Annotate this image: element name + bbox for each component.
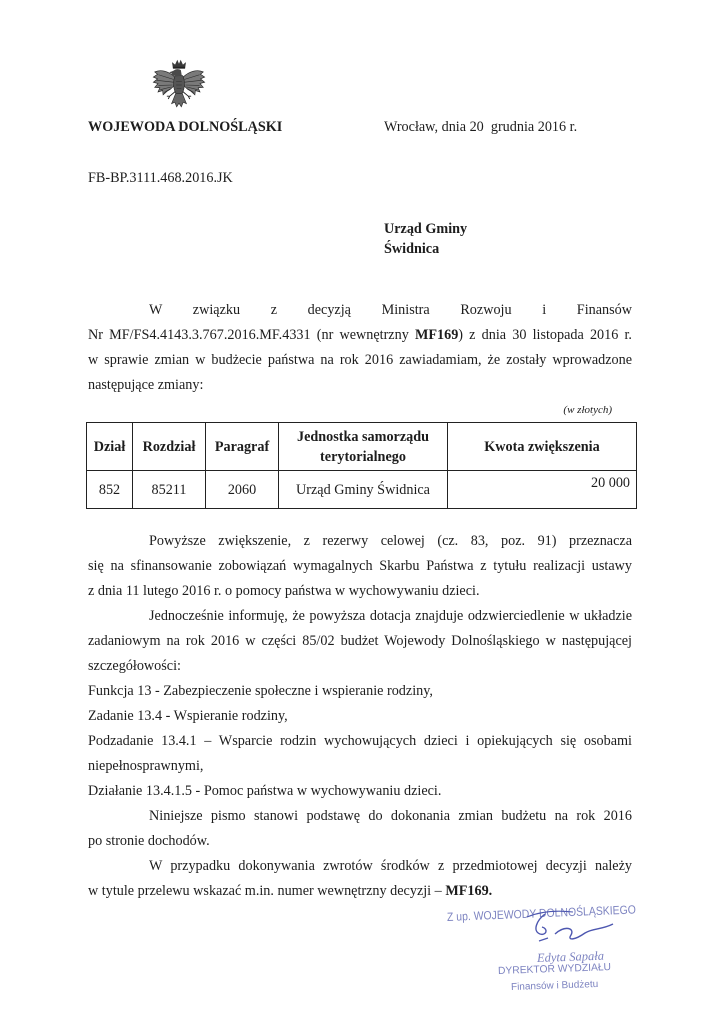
signatory-department: Finansów i Budżetu <box>510 978 599 993</box>
authorization-stamp: Z up. WOJEWODY DOLNOŚLĄSKIEGO <box>446 902 637 924</box>
classification-funkcja: Funkcja 13 - Zabezpieczenie społeczne i wspieranie rodziny, <box>88 683 433 699</box>
body-line: Jednocześnie informuję, że powyższa dotacja znajduje odzwierciedlenie w układzie <box>149 608 632 624</box>
table-cell-kwota: 20 000 <box>448 471 637 509</box>
intro-line: W związku z decyzją Ministra Rozwoju i Finansów <box>149 302 632 318</box>
refund-instruction-text: w tytule przelewu wskazać m.in. numer wewnętrzny decyzji – <box>88 883 446 899</box>
decision-date-text: ) z dnia 30 listopada 2016 r. <box>458 327 632 343</box>
budget-change-table <box>86 422 637 509</box>
table-header-dzial: Dział <box>87 423 133 471</box>
table-row <box>87 471 637 509</box>
issuing-authority: WOJEWODA DOLNOŚLĄSKI <box>88 119 283 135</box>
table-cell-jednostka: Urząd Gminy Świdnica <box>279 471 448 509</box>
classification-podzadanie: Podzadanie 13.4.1 – Wsparcie rodzin wychowujących dzieci i opiekujących się osobami <box>88 733 632 749</box>
table-header-paragraf: Paragraf <box>206 423 279 471</box>
table-header-kwota: Kwota zwiększenia <box>448 423 637 471</box>
place-date: Wrocław, dnia 20 grudnia 2016 r. <box>384 119 578 135</box>
intro-paragraph <box>88 298 632 398</box>
table-header-row <box>87 423 637 471</box>
body-line: W przypadku dokonywania zwrotów środków z przedmiotowej decyzji należy <box>149 858 632 874</box>
currency-unit-note: (w złotych) <box>563 404 612 416</box>
body-line: zadaniowym na rok 2016 w części 85/02 budżet Wojewody Dolnośląskiego w następującej <box>88 633 632 649</box>
recipient-city: Świdnica <box>384 241 440 257</box>
decision-number-text: Nr MF/FS4.4143.3.767.2016.MF.4331 (nr wewnętrzny <box>88 327 415 343</box>
signatory-position: DYREKTOR WYDZIAŁU <box>497 962 612 977</box>
body-line: Powyższe zwiększenie, z rezerwy celowej (cz. 83, poz. 91) przeznacza <box>149 533 632 549</box>
recipient-name: Urząd Gminy <box>384 221 468 237</box>
case-reference: FB-BP.3111.468.2016.JK <box>88 170 233 186</box>
body-line: szczegółowości: <box>88 658 181 674</box>
table-cell-paragraf: 2060 <box>206 471 279 509</box>
table-cell-rozdzial: 85211 <box>133 471 206 509</box>
table-header-rozdzial: Rozdział <box>133 423 206 471</box>
table-header-jednostka-line: terytorialnego <box>320 448 406 465</box>
body-line: z dnia 11 lutego 2016 r. o pomocy państwa w wychowywaniu dzieci. <box>88 583 480 599</box>
intro-line <box>88 323 632 348</box>
internal-decision-number: MF169. <box>445 883 493 899</box>
signatory-name: Edyta Sapała <box>536 948 605 965</box>
letter-body <box>88 529 632 904</box>
table-header-jednostka <box>279 423 448 471</box>
eagle-icon <box>151 56 207 114</box>
internal-decision-number: MF169 <box>414 327 459 343</box>
table-header-jednostka-line: Jednostka samorządu <box>296 428 430 445</box>
body-line: po stronie dochodów. <box>88 833 210 849</box>
body-line: się na sfinansowanie zobowiązań wymagalnych Skarbu Państwa z tytułu realizacji ustawy <box>88 558 632 574</box>
handwritten-signature <box>515 900 625 956</box>
classification-podzadanie: niepełnosprawnymi, <box>88 758 204 774</box>
intro-line: następujące zmiany: <box>88 377 204 393</box>
body-line: Niniejsze pismo stanowi podstawę do dokonania zmian budżetu na rok 2016 <box>149 808 632 824</box>
intro-line: w sprawie zmian w budżecie państwa na rok 2016 zawiadamiam, że zostały wprowadzone <box>88 352 632 368</box>
classification-zadanie: Zadanie 13.4 - Wspieranie rodziny, <box>88 708 288 724</box>
table-cell-dzial: 852 <box>87 471 133 509</box>
classification-dzialanie: Działanie 13.4.1.5 - Pomoc państwa w wychowywaniu dzieci. <box>88 783 442 799</box>
